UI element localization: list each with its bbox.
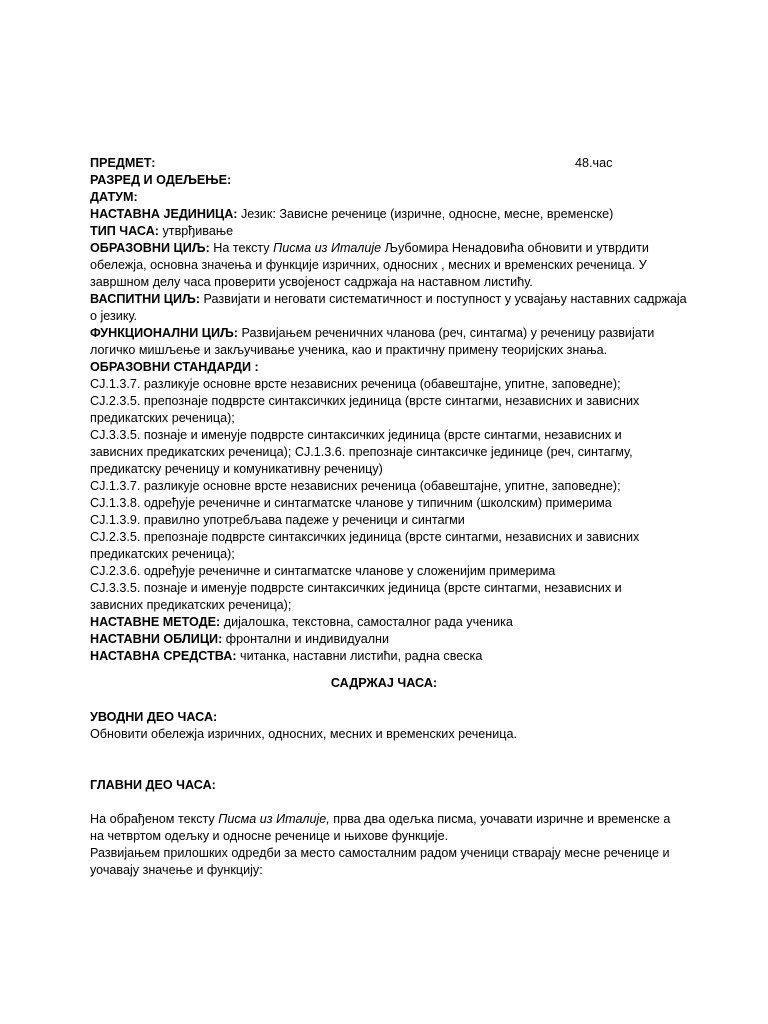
grade-row [90,172,678,189]
standard-line: предикатских реченица); [90,411,235,425]
main-paragraph-2-line2: уочавају значење и функцију: [90,863,263,877]
main-row [90,777,678,794]
standard-line: предикатских реченица); [90,547,235,561]
standard-line: СЈ.1.3.8. одређује реченичне и синтагматске чланове у типичним (школским) примерима [90,496,612,510]
edu-goal-text-2: Љубомира Ненадовића обновити и утврдити [381,241,649,255]
standard-line: СЈ.2.3.5. препознаје подврсте синтаксичких јединица (врсте синтагми, независних и зависних [90,394,640,408]
upbr-goal-line1 [90,291,687,308]
main-label: ГЛАВНИ ДЕО ЧАСА: [90,778,216,792]
methods-value: дијалошка, текстовна, самосталног рада ученика [220,615,513,629]
func-goal-line2: логичко мишљење и закључивање ученика, као и практичну примену теоријских знања. [90,343,608,357]
date-row [90,189,678,206]
subject-row [90,155,678,172]
means-row [90,648,678,665]
standard-line: СЈ.2.3.5. препознаје подврсте синтаксичких јединица (врсте синтагми, независних и зависних [90,530,640,544]
standard-line: зависних предикатских реченица); СЈ.1.3.6. препознаје синтаксичке јединице (реч, синтагму, [90,445,633,459]
methods-label: НАСТАВНЕ МЕТОДЕ: [90,615,221,629]
upbr-goal-text: Развијати и неговати систематичност и поступност у усвајању наставних садржаја [200,292,687,306]
edu-goal-line1 [90,240,678,257]
standards-label: ОБРАЗОВНИ СТАНДАРДИ : [90,360,259,374]
intro-label: УВОДНИ ДЕО ЧАСА: [90,710,218,724]
standard-line: зависних предикатских реченица); [90,598,292,612]
func-goal-line1 [90,325,678,342]
func-goal-label: ФУНКЦИОНАЛНИ ЦИЉ: [90,326,238,340]
main-paragraph-1-line2: на четвртом одељку и односне реченице и њихове функције. [90,829,449,843]
main-paragraph-1-line1 [90,811,678,828]
lesson-plan [90,155,687,879]
standard-line: СЈ.1.3.7. разликује основне врсте независних реченица (обавештајне, упитне, заповедне); [90,479,621,493]
subject-label: ПРЕДМЕТ: [90,156,156,170]
edu-goal-title: Писма из Италије [273,241,382,255]
intro-row [90,709,678,726]
edu-goal-line2: обележја, основна значења и функције изричних, односних , месних и временских реченица. У [90,258,647,272]
methods-row [90,614,678,631]
standard-line: СЈ.2.3.6. одређује реченичне и синтагматске чланове у сложенијим примерима [90,564,556,578]
lesson-number: 48.час [575,156,613,170]
main-p1-text-2: прва два одељка писма, уочавати изричне и временске а [329,812,671,826]
type-row [90,223,678,240]
grade-label: РАЗРЕД И ОДЕЉЕЊЕ: [90,173,232,187]
func-goal-text: Развијањем реченичних чланова (реч, синтагма) у реченицу развијати [237,326,655,340]
edu-goal-label: ОБРАЗОВНИ ЦИЉ: [90,241,210,255]
standard-line: СЈ.3.3.5. познаје и именује подврсте синтаксичких јединица (врсте синтагми, независних и [90,428,622,442]
upbr-goal-line2: о језику. [90,309,138,323]
upbr-goal-label: ВАСПИТНИ ЦИЉ: [90,292,201,306]
type-label: ТИП ЧАСА: [90,224,159,238]
intro-text: Обновити обележја изричних, односних, месних и временских реченица. [90,727,517,741]
content-heading-text: САДРЖАЈ ЧАСА: [330,676,438,690]
main-paragraph-2-line1: Развијањем прилошких одредби за место самосталним радом ученици стварају месне реченице и [90,846,670,860]
standard-line: СЈ.1.3.9. правилно употребљава падеже у реченици и синтагми [90,513,465,527]
means-value: читанка, наставни листићи, радна свеска [236,649,483,663]
unit-row [90,206,678,223]
standard-line: СЈ.3.3.5. познаје и именује подврсте синтаксичких јединица (врсте синтагми, независних и [90,581,622,595]
standards-list [90,376,678,614]
means-label: НАСТАВНА СРЕДСТВА: [90,649,237,663]
forms-value: фронтални и индивидуални [222,632,390,646]
forms-label: НАСТАВНИ ОБЛИЦИ: [90,632,223,646]
unit-value: Језик: Зависне реченице (изричне, односне, месне, временске) [237,207,614,221]
forms-row [90,631,678,648]
content-heading [90,675,678,692]
edu-goal-text: На тексту [209,241,274,255]
standard-line: предикатску реченицу и комуникативну реченицу) [90,462,383,476]
standard-line: СЈ.1.3.7. разликује основне врсте независних реченица (обавештајне, упитне, заповедне); [90,377,621,391]
date-label: ДАТУМ: [90,190,138,204]
main-p1-title: Писма из Италије, [218,812,330,826]
type-value: утврђивање [159,224,234,238]
standards-row [90,359,678,376]
main-p1-text: На обрађеном тексту [90,812,219,826]
edu-goal-line3: завршном делу часа проверити усвојеност садржаја на наставном листићу. [90,275,533,289]
unit-label: НАСТАВНА ЈЕДИНИЦА: [90,207,238,221]
